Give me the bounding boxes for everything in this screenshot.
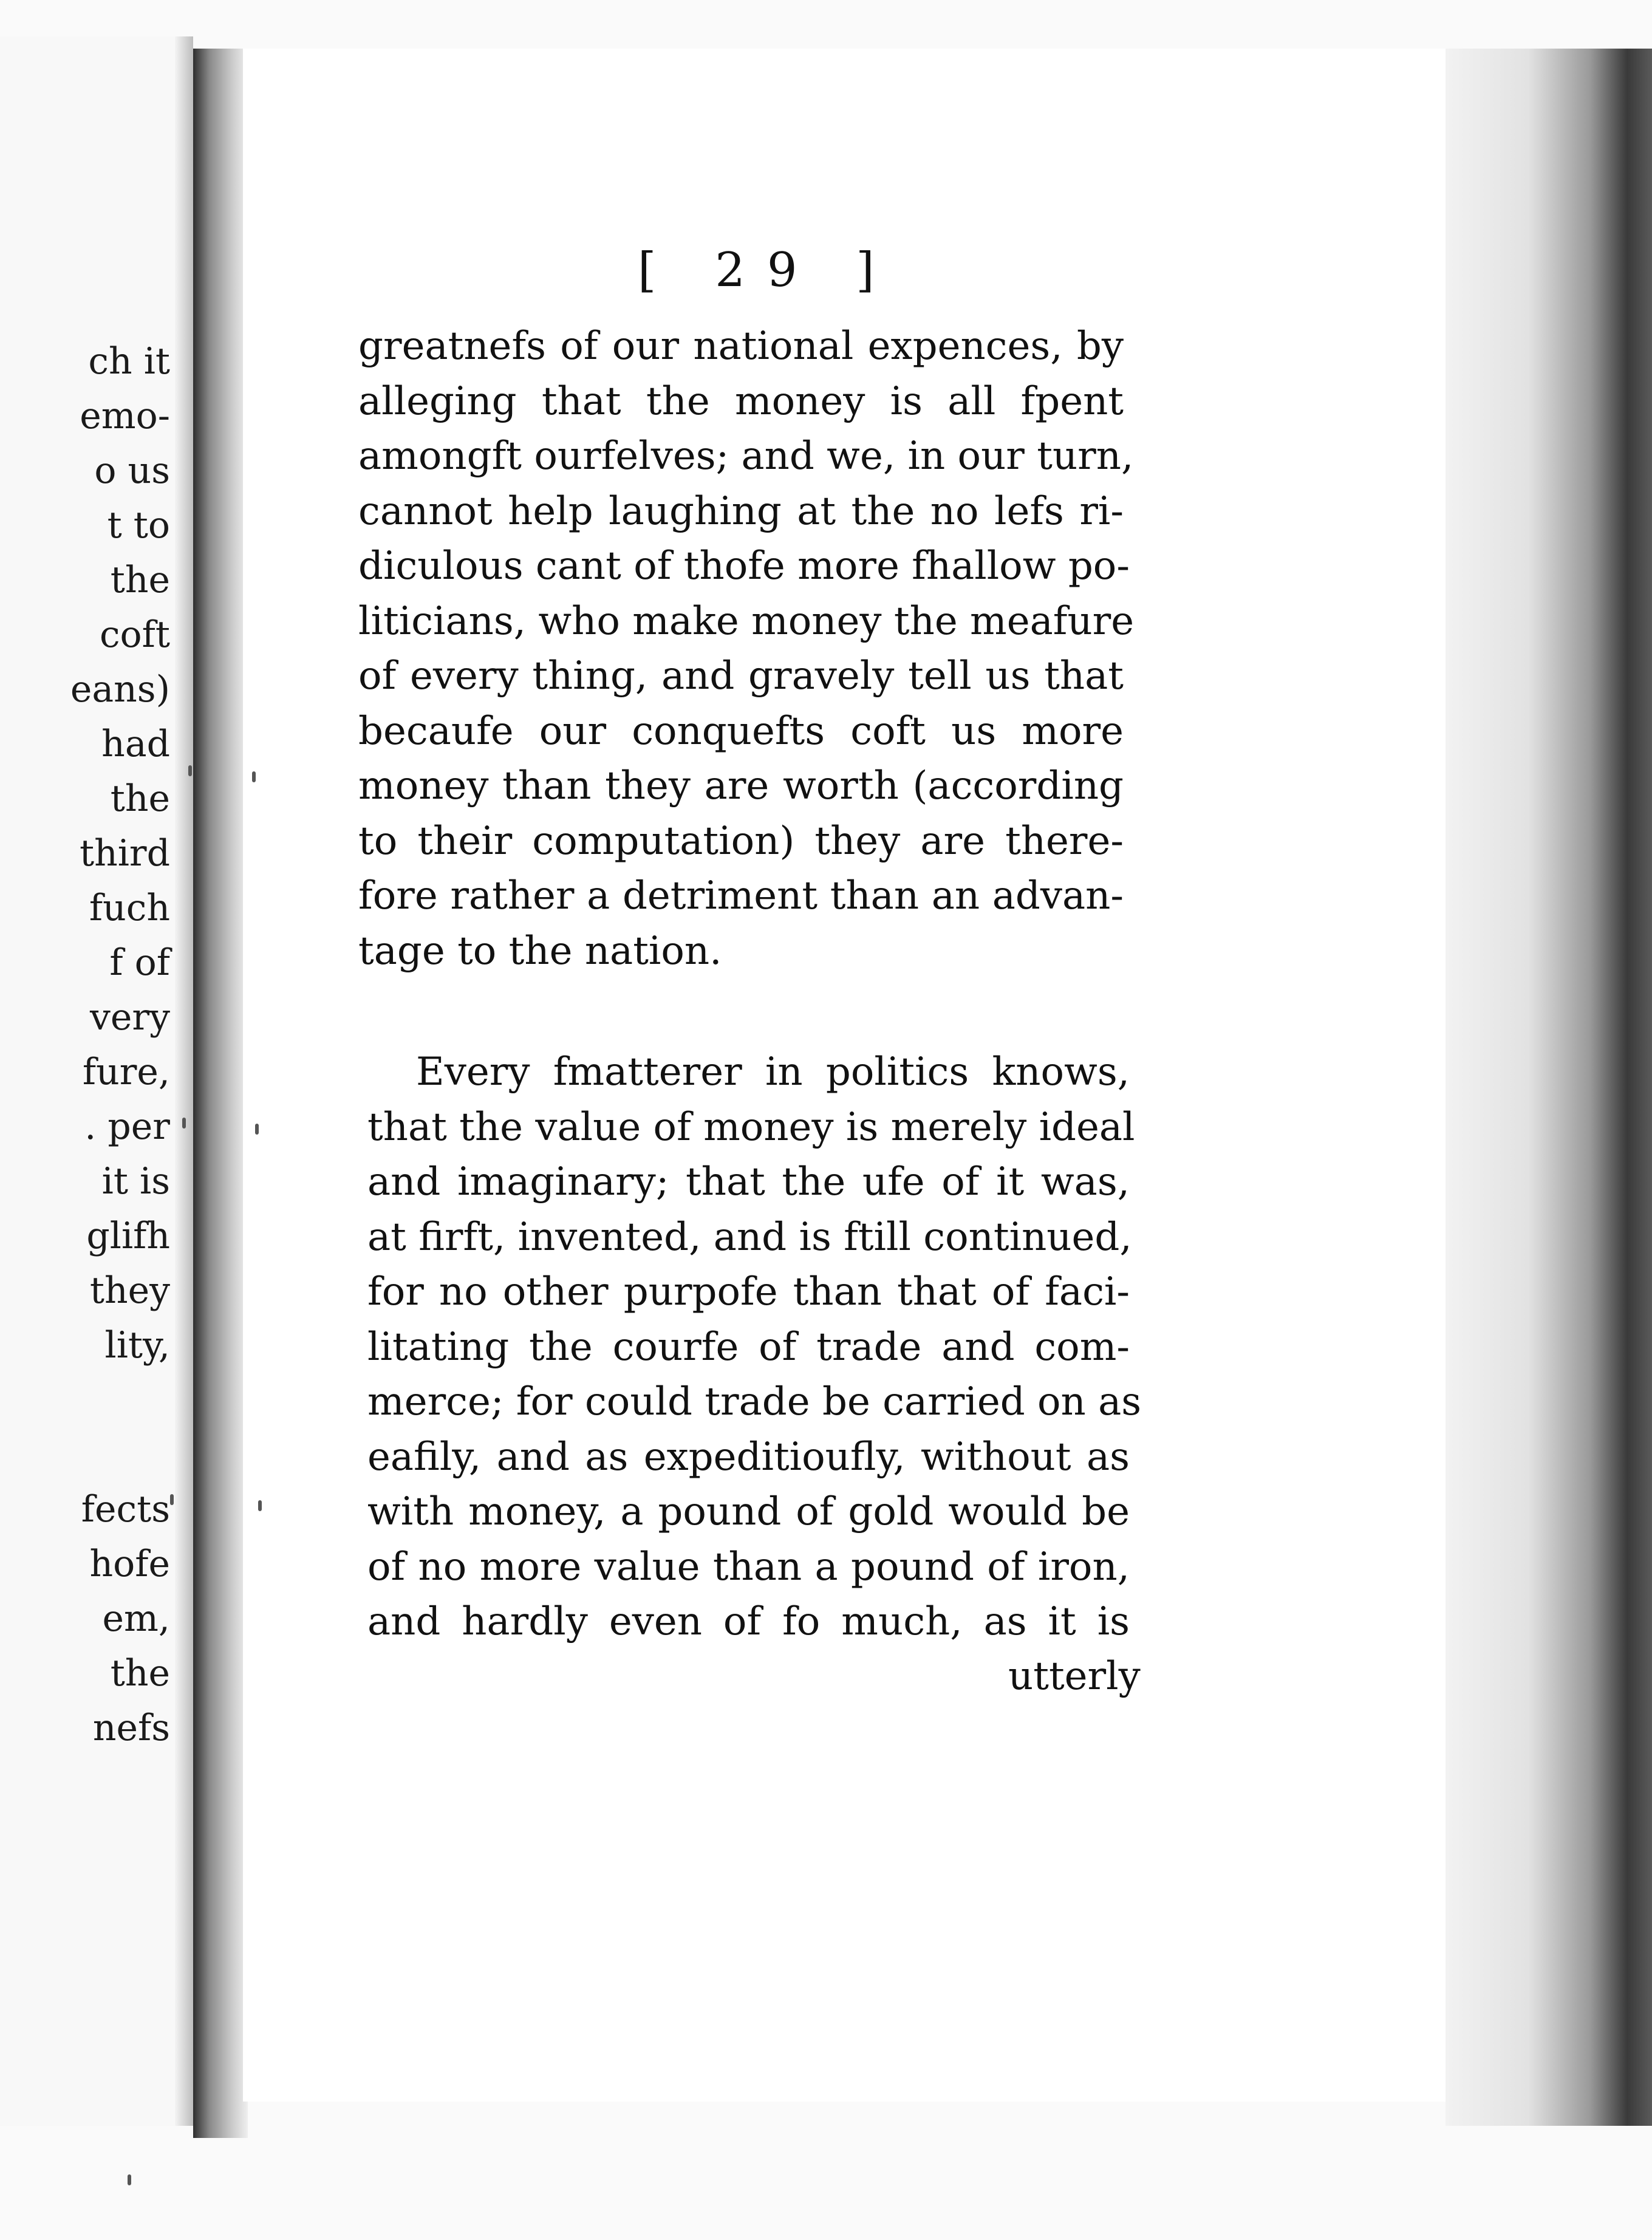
text-line: of no more value than a pound of iron, — [367, 1544, 1130, 1590]
scan-speck — [128, 2174, 131, 2185]
scan-speck — [188, 765, 192, 776]
text-line: that the value of money is merely ideal — [367, 1104, 1135, 1150]
left-fragment: eans) — [70, 668, 170, 711]
text-line: and hardly even of fo much, as it is — [367, 1599, 1130, 1644]
text-line: alleging that the money is all fpent — [358, 378, 1124, 424]
text-line: for no other purpofe than that of faci- — [367, 1269, 1130, 1314]
page-number: [ 29 ] — [638, 243, 896, 298]
text-line: to their computation) they are there- — [358, 818, 1124, 864]
scan-speck — [255, 1124, 259, 1135]
left-fragment: em, — [102, 1597, 170, 1640]
left-fragment: the — [110, 559, 170, 601]
previous-page — [0, 36, 193, 2126]
text-line: eafily, and as expeditioufly, without as — [367, 1434, 1130, 1480]
left-fragment: nefs — [92, 1707, 170, 1749]
left-fragment: lity, — [104, 1324, 170, 1367]
text-line: fore rather a detriment than an advan- — [358, 873, 1124, 918]
left-fragment: . per — [84, 1105, 170, 1148]
left-fragment: o us — [94, 449, 170, 492]
text-line: tage to the nation. — [358, 928, 722, 974]
text-line: merce; for could trade be carried on as — [367, 1379, 1142, 1424]
text-line: with money, a pound of gold would be — [367, 1489, 1130, 1534]
left-fragment: it is — [101, 1160, 170, 1203]
text-line: liticians, who make money the meafure — [358, 598, 1135, 644]
text-line: cannot help laughing at the no lefs ri- — [358, 488, 1124, 534]
text-line: greatnefs of our national expences, by — [358, 324, 1124, 369]
scan-speck — [182, 1118, 186, 1129]
text-line: litating the courfe of trade and com- — [367, 1324, 1130, 1370]
text-line: diculous cant of thofe more fhallow po- — [358, 544, 1130, 589]
text-line: Every fmatterer in politics knows, — [416, 1050, 1130, 1094]
scan-speck — [170, 1494, 174, 1505]
gutter-shadow — [175, 36, 193, 2126]
paragraph-1 — [358, 319, 1135, 978]
left-fragment: they — [89, 1269, 170, 1312]
text-line: money than they are worth (according — [358, 763, 1124, 808]
left-fragment: the — [110, 777, 170, 820]
left-fragment: glifh — [86, 1215, 170, 1257]
text-line: at firft, invented, and is ftill continued, — [367, 1214, 1132, 1260]
text-line: and imaginary; that the ufe of it was, — [367, 1159, 1130, 1204]
paragraph-2 — [367, 1045, 1142, 1650]
text-line: amongft ourfelves; and we, in our turn, — [358, 434, 1134, 479]
scan-speck — [252, 771, 256, 782]
left-fragment: hofe — [89, 1543, 170, 1585]
text-line: becaufe our conquefts coft us more — [358, 708, 1124, 754]
catchword: utterly — [1008, 1654, 1141, 1699]
text-line: of every thing, and gravely tell us that — [358, 654, 1124, 698]
left-fragment: fuch — [89, 887, 170, 929]
left-fragment: had — [101, 723, 170, 765]
left-fragment: third — [79, 832, 170, 875]
left-fragment: f of — [109, 941, 170, 984]
page-edges — [1445, 49, 1652, 2126]
left-fragment: coft — [99, 613, 170, 656]
left-fragment: very — [90, 996, 170, 1039]
left-fragment: ch it — [88, 340, 170, 383]
book-spine — [193, 49, 248, 2138]
left-fragment: emo- — [80, 395, 170, 437]
left-fragment: fects — [81, 1488, 170, 1531]
left-fragment: fure, — [82, 1051, 170, 1093]
scan-speck — [258, 1500, 262, 1511]
left-fragment: t to — [107, 504, 170, 547]
left-fragment: the — [110, 1652, 170, 1695]
